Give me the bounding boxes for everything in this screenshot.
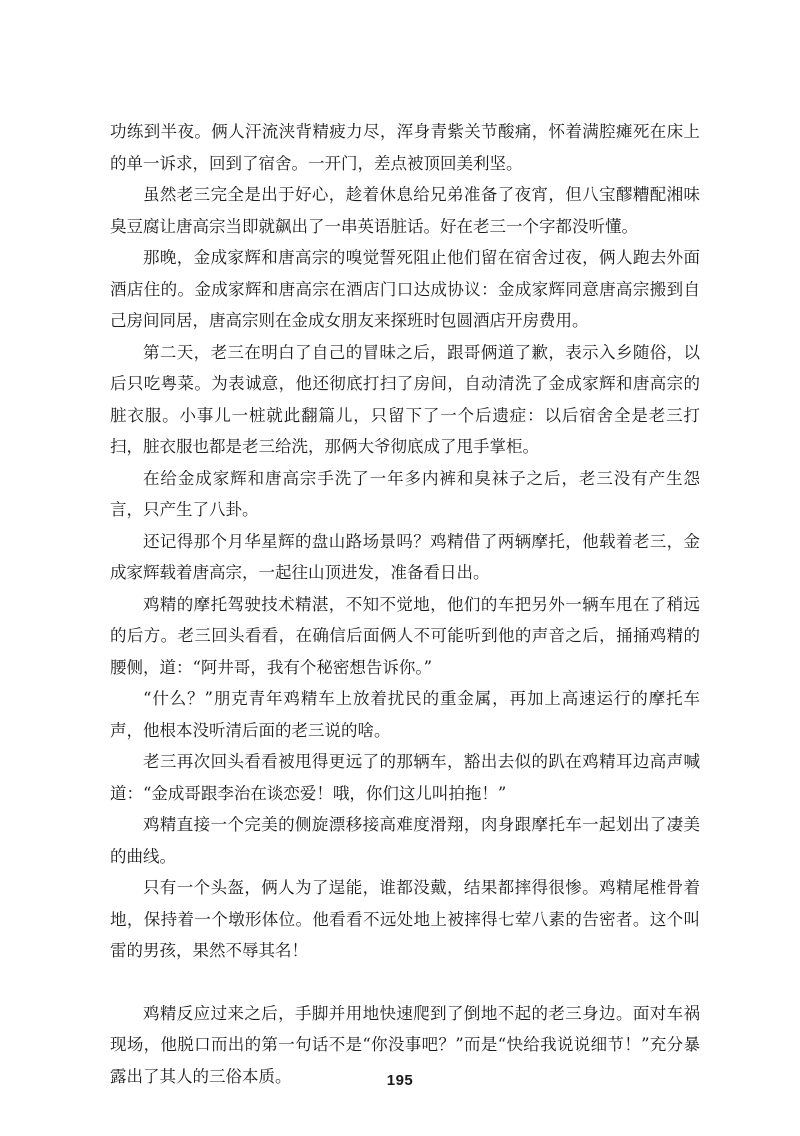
paragraph: 鸡精的摩托驾驶技术精湛，不知不觉地，他们的车把另外一辆车甩在了稍远的后方。老三回头看看，在确信后面俩人不可能听到他的声音之后，捅捅鸡精的腰侧，道：“阿井哥，我有个秘密想告诉你。” [110, 594, 700, 677]
paragraph: 老三再次回头看看被甩得更远了的那辆车，豁出去似的趴在鸡精耳边高声喊道：“金成哥跟李治在谈恋爱！哦，你们这儿叫拍拖！” [110, 752, 700, 803]
paragraph: 在给金成家辉和唐高宗手洗了一年多内裤和臭袜子之后，老三没有产生怨言，只产生了八卦。 [110, 468, 700, 519]
paragraph: 第二天，老三在明白了自己的冒昧之后，跟哥俩道了歉，表示入乡随俗，以后只吃粤菜。为表诚意，他还彻底打扫了房间，自动清洗了金成家辉和唐高宗的脏衣服。小事儿一桩就此翻篇儿，只留下了一个后遗症：以后宿舍全是老三打扫，脏衣服也都是老三给洗，那俩大爷彻底成了甩手掌柜。 [110, 342, 700, 456]
page-body [110, 116, 700, 1092]
page-number: 195 [386, 1072, 414, 1089]
paragraph: 虽然老三完全是出于好心，趁着休息给兄弟准备了夜宵，但八宝醪糟配湘味臭豆腐让唐高宗当即就飙出了一串英语脏话。好在老三一个字都没听懂。 [110, 185, 700, 236]
paragraph: 那晚，金成家辉和唐高宗的嗅觉誓死阻止他们留在宿舍过夜，俩人跑去外面酒店住的。金成家辉和唐高宗在酒店门口达成协议：金成家辉同意唐高宗搬到自己房间同居，唐高宗则在金成女朋友来探班时包圆酒店开房费用。 [110, 248, 700, 330]
paragraph: “什么？”朋克青年鸡精车上放着扰民的重金属，再加上高速运行的摩托车声，他根本没听清后面的老三说的啥。 [110, 689, 700, 740]
paragraph: 鸡精直接一个完美的侧旋漂移接高难度滑翔，肉身跟摩托车一起划出了凄美的曲线。 [110, 815, 700, 866]
paragraph: 鸡精反应过来之后，手脚并用地快速爬到了倒地不起的老三身边。面对车祸现场，他脱口而出的第一句话不是“你没事吧？”而是“快给我说说细节！”充分暴露出了其人的三俗本质。 [110, 1003, 700, 1086]
paragraph: 只有一个头盔，俩人为了逞能，谁都没戴，结果都摔得很惨。鸡精尾椎骨着地，保持着一个墩形体位。他看看不远处地上被摔得七荤八素的告密者。这个叫雷的男孩，果然不辱其名！ [110, 878, 700, 960]
paragraph: 功练到半夜。俩人汗流浃背精疲力尽，浑身青紫关节酸痛，怀着满腔瘫死在床上的单一诉求，回到了宿舍。一开门，差点被顶回美利坚。 [110, 122, 700, 173]
paragraph: 还记得那个月华星辉的盘山路场景吗？鸡精借了两辆摩托，他载着老三，金成家辉载着唐高宗，一起往山顶进发，准备看日出。 [110, 531, 700, 582]
